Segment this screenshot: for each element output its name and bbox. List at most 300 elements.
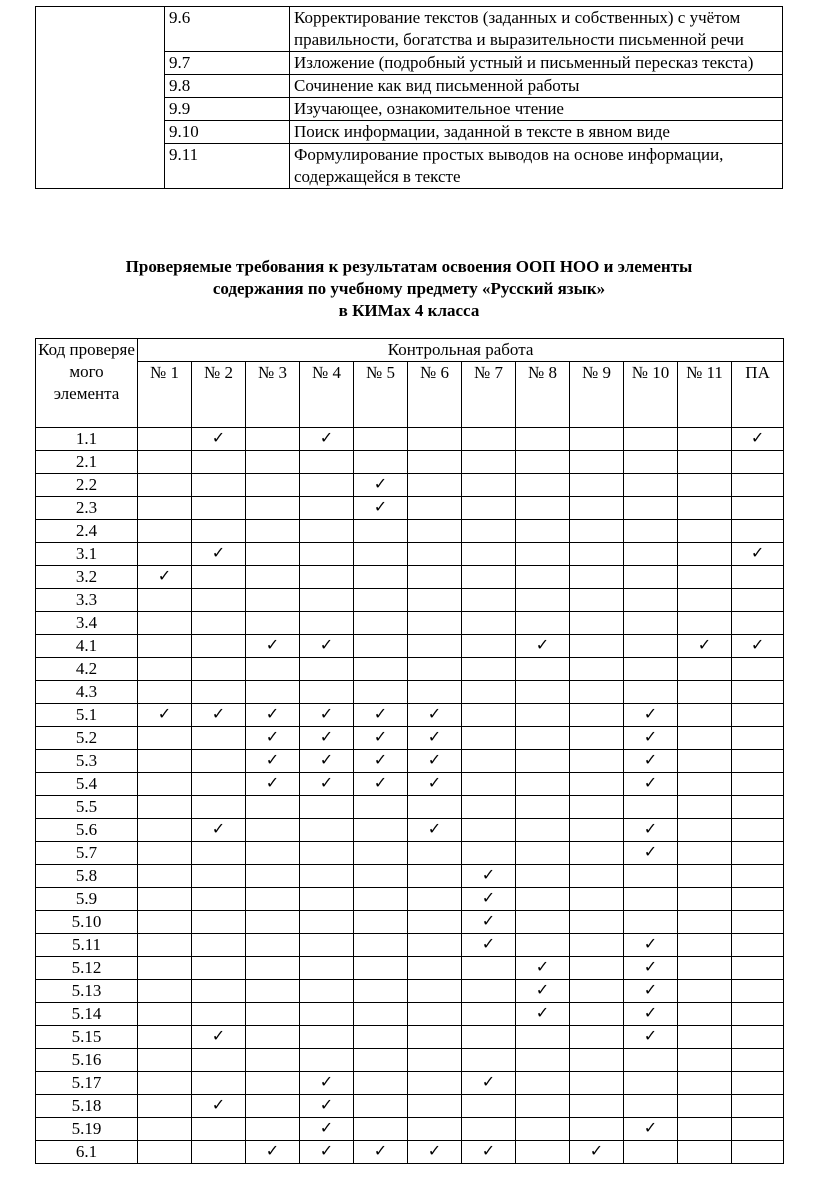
work-column-header: № 9 [570,362,624,428]
empty-cell [570,819,624,842]
work-column-header: № 5 [354,362,408,428]
empty-cell [192,773,246,796]
empty-cell [192,980,246,1003]
empty-cell [462,727,516,750]
empty-cell [354,612,408,635]
empty-cell [462,658,516,681]
empty-cell [354,520,408,543]
row-code: 2.3 [36,497,138,520]
table-row [36,911,784,934]
check-mark: ✓ [624,1003,678,1026]
empty-cell [246,589,300,612]
check-mark: ✓ [624,842,678,865]
empty-cell [624,681,678,704]
empty-cell [300,612,354,635]
empty-cell [570,704,624,727]
empty-cell [408,1026,462,1049]
empty-cell [246,681,300,704]
check-mark: ✓ [732,428,784,451]
empty-cell [462,612,516,635]
empty-cell [516,1026,570,1049]
empty-cell [138,451,192,474]
empty-cell [192,497,246,520]
row-code: 5.8 [36,865,138,888]
empty-cell [678,1003,732,1026]
empty-cell [192,865,246,888]
empty-cell [570,865,624,888]
empty-cell [570,474,624,497]
empty-cell [678,474,732,497]
heading-line-1: Проверяемые требования к результатам освоения ООП НОО и элементы [125,257,693,276]
empty-cell [732,888,784,911]
empty-cell [138,865,192,888]
empty-cell [732,750,784,773]
empty-cell [246,520,300,543]
empty-cell [408,911,462,934]
table-row [36,428,784,451]
work-column-header: № 6 [408,362,462,428]
empty-cell [354,980,408,1003]
empty-cell [678,543,732,566]
empty-cell [192,451,246,474]
empty-cell [408,520,462,543]
empty-cell [408,934,462,957]
check-mark: ✓ [624,934,678,957]
empty-cell [354,957,408,980]
check-mark: ✓ [246,704,300,727]
empty-cell [570,934,624,957]
empty-cell [732,934,784,957]
empty-cell [462,589,516,612]
row-code: 5.3 [36,750,138,773]
empty-cell [732,612,784,635]
empty-cell [354,543,408,566]
check-mark: ✓ [462,934,516,957]
table-row [36,658,784,681]
empty-cell [300,497,354,520]
empty-cell [462,543,516,566]
row-code: 4.2 [36,658,138,681]
empty-cell [246,474,300,497]
empty-cell [138,1003,192,1026]
empty-cell [354,888,408,911]
empty-cell [300,957,354,980]
table-row [36,1118,784,1141]
empty-cell [246,911,300,934]
check-mark: ✓ [516,957,570,980]
empty-cell [624,911,678,934]
empty-cell [192,635,246,658]
empty-cell [246,888,300,911]
empty-cell [462,451,516,474]
empty-cell [138,911,192,934]
empty-cell [732,957,784,980]
empty-cell [678,796,732,819]
empty-cell [354,934,408,957]
empty-cell [138,1072,192,1095]
row-code: 3.1 [36,543,138,566]
check-mark: ✓ [246,727,300,750]
table-row [36,1141,784,1164]
empty-cell [516,819,570,842]
empty-cell [732,911,784,934]
table-row [36,543,784,566]
empty-cell [462,750,516,773]
empty-cell [300,566,354,589]
requirements-continuation-table [35,6,783,189]
section-heading [35,256,783,322]
table-row [36,1049,784,1072]
check-mark: ✓ [300,1141,354,1164]
empty-cell [408,1003,462,1026]
row-code: 5.2 [36,727,138,750]
empty-cell [138,796,192,819]
empty-cell [570,497,624,520]
empty-cell [246,1118,300,1141]
check-mark: ✓ [138,704,192,727]
empty-cell [624,1072,678,1095]
check-mark: ✓ [570,1141,624,1164]
empty-cell [408,980,462,1003]
merged-section-cell [36,7,165,189]
empty-cell [624,474,678,497]
empty-cell [570,842,624,865]
empty-cell [138,750,192,773]
check-mark: ✓ [192,704,246,727]
empty-cell [462,566,516,589]
empty-cell [408,566,462,589]
check-mark: ✓ [408,704,462,727]
empty-cell [570,681,624,704]
empty-cell [516,704,570,727]
check-mark: ✓ [732,543,784,566]
empty-cell [732,474,784,497]
element-description: Поиск информации, заданной в тексте в явном виде [290,121,783,144]
empty-cell [678,934,732,957]
table-row [36,612,784,635]
empty-cell [516,773,570,796]
empty-cell [570,773,624,796]
table-row [36,957,784,980]
empty-cell [192,589,246,612]
check-mark: ✓ [192,543,246,566]
empty-cell [408,681,462,704]
empty-cell [624,1049,678,1072]
check-mark: ✓ [408,1141,462,1164]
empty-cell [732,1026,784,1049]
empty-cell [516,658,570,681]
empty-cell [300,980,354,1003]
check-mark: ✓ [192,1026,246,1049]
empty-cell [678,566,732,589]
empty-cell [138,1118,192,1141]
empty-cell [300,543,354,566]
empty-cell [300,1026,354,1049]
empty-cell [462,635,516,658]
check-mark: ✓ [624,1026,678,1049]
check-mark: ✓ [408,773,462,796]
empty-cell [732,589,784,612]
empty-cell [678,520,732,543]
empty-cell [354,1049,408,1072]
empty-cell [570,1003,624,1026]
table-row [36,865,784,888]
check-mark: ✓ [300,750,354,773]
work-column-header: № 4 [300,362,354,428]
empty-cell [462,773,516,796]
empty-cell [732,842,784,865]
empty-cell [408,957,462,980]
empty-cell [516,727,570,750]
empty-cell [570,1095,624,1118]
empty-cell [516,497,570,520]
row-code: 2.2 [36,474,138,497]
empty-cell [300,842,354,865]
element-description: Сочинение как вид письменной работы [290,75,783,98]
empty-cell [354,681,408,704]
work-column-header: ПА [732,362,784,428]
empty-cell [300,911,354,934]
row-code: 5.9 [36,888,138,911]
empty-cell [516,796,570,819]
check-mark: ✓ [624,727,678,750]
empty-cell [300,865,354,888]
table-row [36,589,784,612]
empty-cell [138,819,192,842]
row-code: 3.3 [36,589,138,612]
check-mark: ✓ [300,635,354,658]
control-work-header: Контрольная работа [138,339,784,362]
empty-cell [192,1072,246,1095]
empty-cell [246,1072,300,1095]
empty-cell [624,865,678,888]
element-code: 9.7 [165,52,290,75]
empty-cell [732,865,784,888]
empty-cell [516,1118,570,1141]
empty-cell [678,612,732,635]
check-mark: ✓ [624,1118,678,1141]
check-mark: ✓ [354,497,408,520]
empty-cell [732,451,784,474]
empty-cell [516,589,570,612]
empty-cell [138,1141,192,1164]
empty-cell [408,1049,462,1072]
check-mark: ✓ [462,1072,516,1095]
check-mark: ✓ [354,750,408,773]
kim-coverage-table [35,338,784,1164]
row-code: 5.18 [36,1095,138,1118]
check-mark: ✓ [300,1072,354,1095]
row-code: 3.4 [36,612,138,635]
empty-cell [246,428,300,451]
empty-cell [516,1141,570,1164]
empty-cell [138,658,192,681]
empty-cell [462,474,516,497]
empty-cell [570,957,624,980]
empty-cell [300,888,354,911]
empty-cell [732,980,784,1003]
empty-cell [246,934,300,957]
empty-cell [192,681,246,704]
empty-cell [192,566,246,589]
heading-line-3: в КИМах 4 класса [338,301,480,320]
row-code: 5.10 [36,911,138,934]
empty-cell [570,1049,624,1072]
work-column-header: № 2 [192,362,246,428]
heading-line-2: содержания по учебному предмету «Русский язык» [212,279,606,298]
element-code: 9.11 [165,144,290,189]
check-mark: ✓ [138,566,192,589]
check-mark: ✓ [462,865,516,888]
empty-cell [354,819,408,842]
empty-cell [192,957,246,980]
empty-cell [516,865,570,888]
row-code: 5.4 [36,773,138,796]
empty-cell [408,497,462,520]
empty-cell [462,520,516,543]
empty-cell [462,681,516,704]
table-row [36,520,784,543]
empty-cell [678,497,732,520]
empty-cell [354,911,408,934]
empty-cell [624,566,678,589]
empty-cell [246,566,300,589]
empty-cell [732,520,784,543]
empty-cell [192,911,246,934]
check-mark: ✓ [300,1095,354,1118]
empty-cell [732,1118,784,1141]
empty-cell [300,589,354,612]
row-code: 5.17 [36,1072,138,1095]
check-mark: ✓ [408,819,462,842]
row-code: 5.1 [36,704,138,727]
empty-cell [678,888,732,911]
empty-cell [300,658,354,681]
empty-cell [462,796,516,819]
empty-cell [570,911,624,934]
check-mark: ✓ [624,773,678,796]
empty-cell [516,888,570,911]
empty-cell [732,773,784,796]
check-mark: ✓ [624,957,678,980]
empty-cell [624,1141,678,1164]
empty-cell [408,1072,462,1095]
empty-cell [732,1095,784,1118]
check-mark: ✓ [732,635,784,658]
empty-cell [516,1072,570,1095]
empty-cell [246,1026,300,1049]
empty-cell [408,1118,462,1141]
empty-cell [570,888,624,911]
check-mark: ✓ [354,1141,408,1164]
empty-cell [516,428,570,451]
empty-cell [678,451,732,474]
empty-cell [408,589,462,612]
top-table-row [36,7,783,52]
row-code: 5.7 [36,842,138,865]
empty-cell [678,704,732,727]
check-mark: ✓ [300,704,354,727]
table-row [36,681,784,704]
row-code: 5.5 [36,796,138,819]
empty-cell [624,428,678,451]
empty-cell [354,1003,408,1026]
empty-cell [462,704,516,727]
empty-cell [300,819,354,842]
empty-cell [732,681,784,704]
empty-cell [300,451,354,474]
empty-cell [138,428,192,451]
check-mark: ✓ [624,704,678,727]
row-code: 5.11 [36,934,138,957]
table-row [36,566,784,589]
table-row [36,1003,784,1026]
empty-cell [354,635,408,658]
empty-cell [678,957,732,980]
empty-cell [192,750,246,773]
check-mark: ✓ [192,819,246,842]
empty-cell [678,865,732,888]
empty-cell [354,842,408,865]
element-code: 9.6 [165,7,290,52]
empty-cell [192,474,246,497]
empty-cell [678,773,732,796]
empty-cell [570,635,624,658]
table-row [36,888,784,911]
empty-cell [138,474,192,497]
empty-cell [408,451,462,474]
empty-cell [678,681,732,704]
empty-cell [246,1003,300,1026]
empty-cell [192,727,246,750]
empty-cell [138,520,192,543]
empty-cell [300,474,354,497]
empty-cell [138,681,192,704]
table-row [36,980,784,1003]
empty-cell [570,1118,624,1141]
empty-cell [462,497,516,520]
empty-cell [408,635,462,658]
empty-cell [192,1141,246,1164]
empty-cell [408,1095,462,1118]
table-row [36,842,784,865]
empty-cell [246,819,300,842]
row-code: 3.2 [36,566,138,589]
empty-cell [354,1095,408,1118]
table-row [36,934,784,957]
row-code: 5.14 [36,1003,138,1026]
empty-cell [354,1026,408,1049]
empty-cell [570,658,624,681]
check-mark: ✓ [678,635,732,658]
empty-cell [624,520,678,543]
row-code: 5.16 [36,1049,138,1072]
empty-cell [570,520,624,543]
table-row [36,497,784,520]
empty-cell [678,1026,732,1049]
empty-cell [624,888,678,911]
check-mark: ✓ [354,704,408,727]
check-mark: ✓ [300,773,354,796]
work-column-header: № 3 [246,362,300,428]
check-mark: ✓ [300,1118,354,1141]
check-mark: ✓ [354,727,408,750]
check-mark: ✓ [192,1095,246,1118]
empty-cell [678,1095,732,1118]
empty-cell [408,658,462,681]
empty-cell [192,1003,246,1026]
empty-cell [246,1049,300,1072]
